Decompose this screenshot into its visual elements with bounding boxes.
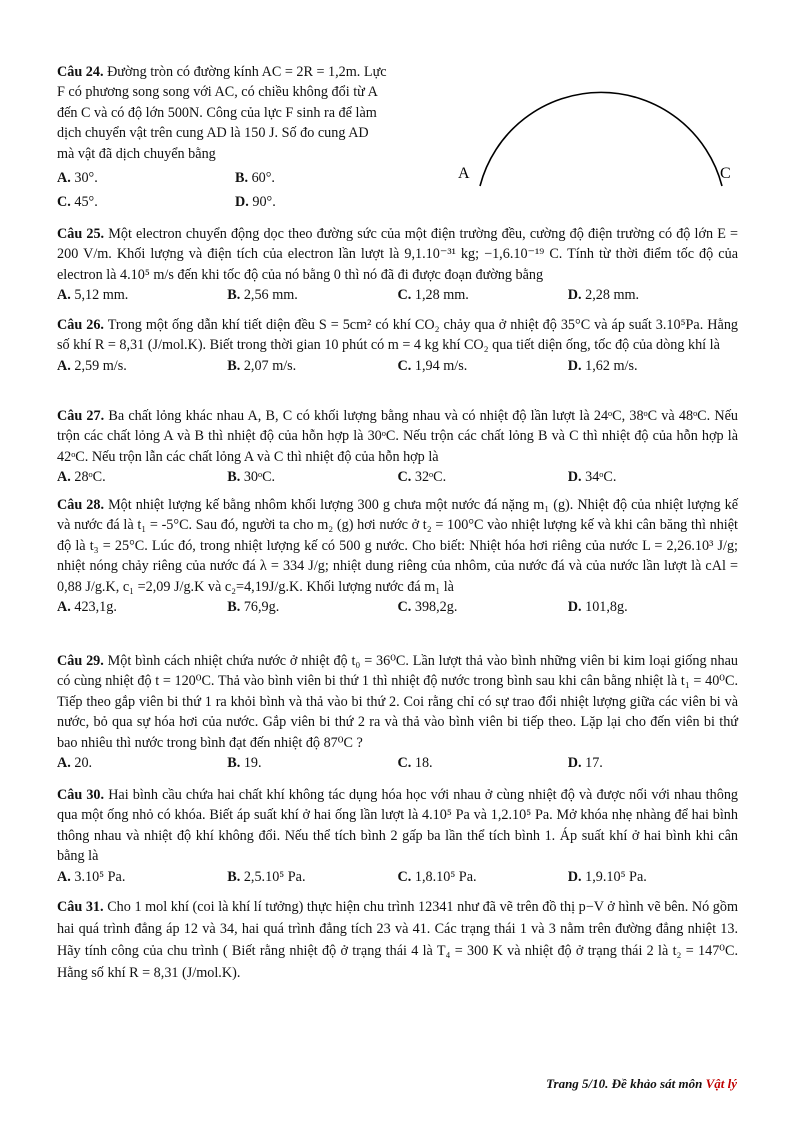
question-text: Đường tròn có đường kính AC = 2R = 1,2m. Lực bbox=[107, 64, 387, 80]
answer-options bbox=[57, 753, 738, 773]
question-label: Câu 30. bbox=[57, 787, 105, 803]
question-label: Câu 27. bbox=[57, 408, 105, 424]
option-c[interactable]: C. 1,94 m/s. bbox=[397, 357, 468, 374]
answer-options bbox=[57, 467, 738, 487]
question-text: Hai bình cầu chứa hai chất khí không tác dụng hóa học với nhau ở cùng nhiệt độ và được nối với nhau thông qua một ống nhỏ có khóa. Biết áp suất khí ở hai ống lần lượt là 4.10⁵ Pa và 1,2.10⁵ Pa. Mở khóa nhẹ nhàng để hai bình thông nhau và nhiệt độ khí không đổi. Nếu thể tích bình 2 gấp ba lần thể tích bình 1. Áp suất khí ở hai bình khi cân bằng là bbox=[57, 787, 739, 865]
option-c[interactable]: C. 398,2g. bbox=[397, 599, 458, 616]
question-26 bbox=[57, 315, 738, 376]
option-c[interactable]: C. 32ᵒC. bbox=[397, 469, 447, 486]
answer-options bbox=[57, 356, 738, 376]
question-text: Một bình cách nhiệt chứa nước ở nhiệt độ t₀ = 36⁰C. Lần lượt thả vào bình những viên bi kim loại giống nhau có cùng nhiệt độ t = 120⁰C. Thả vào bình viên bi thứ 1 thì nhiệt độ nước trong bình sau khi cân bằng nhiệt là t₁ = 40⁰C. Tiếp theo gắp viên bi thứ 1 ra khỏi bình và thả vào bi thứ 2. Coi rằng chỉ có sự trao đổi nhiệt lượng giữa các viên bi và nước, bỏ qua sự hóa hơi của nước. Gắp viên bi thứ 2 ra và thả vào bình viên bi tiếp theo. Lặp lại cho đến viên bi thứ bao nhiêu thì nước trong bình đạt đến nhiệt độ 87⁰C ? bbox=[57, 653, 738, 751]
question-label: Câu 28. bbox=[57, 497, 105, 513]
option-c[interactable]: C. 18. bbox=[397, 755, 433, 772]
question-text: mà vật đã dịch chuyển bằng bbox=[57, 145, 216, 162]
option-b[interactable]: B. 60°. bbox=[235, 170, 275, 187]
option-b[interactable]: B. 2,56 mm. bbox=[227, 287, 298, 304]
option-d[interactable]: D. 2,28 mm. bbox=[567, 287, 640, 304]
option-a[interactable]: A. 28ᵒC. bbox=[57, 469, 106, 486]
option-d[interactable]: D. 90°. bbox=[235, 194, 276, 211]
question-text: Một electron chuyển động dọc theo đường sức của một điện trường đều, cường độ điện trường có độ lớn E = 200 V/m. Khối lượng và điện tích của electron lần lượt là 9,1.10⁻³¹ kg; −1,6.10⁻¹⁹ C. Tính từ thời điểm tốc độ của electron là 4.10⁵ m/s đến khi tốc độ của nó bằng 0 thì nó đã đi được đoạn đường bằng bbox=[57, 226, 739, 283]
option-d[interactable]: D. 1,9.10⁵ Pa. bbox=[567, 868, 647, 885]
point-a-label: A bbox=[458, 165, 470, 182]
question-text: dịch chuyển vật trên cung AD là 150 J. Số đo cung AD bbox=[57, 125, 369, 142]
option-a[interactable]: A. 2,59 m/s. bbox=[57, 357, 127, 374]
question-text: Ba chất lỏng khác nhau A, B, C có khối lượng bằng nhau và có nhiệt độ lần lượt là 24ᵒC, 38ᵒC và 48ᵒC. Nếu trộn các chất lỏng A và B thì nhiệt độ của hỗn hợp là 30ᵒC. Nếu trộn các chất lỏng B và C thì nhiệt độ của hỗn hợp là 42ᵒC. Nếu trộn lẫn các chất lỏng A và C thì nhiệt độ của hỗn hợp là bbox=[57, 408, 738, 465]
question-30 bbox=[57, 785, 738, 887]
question-label: Câu 29. bbox=[57, 653, 104, 669]
semicircle-arc bbox=[480, 92, 722, 186]
answer-options bbox=[57, 867, 738, 887]
answer-options bbox=[57, 285, 738, 305]
question-text: Trong một ống dẫn khí tiết diện đều S = 5cm² có khí CO₂ chảy qua ở nhiệt độ 35°C và áp suất 3.10⁵Pa. Hằng số khí R = 8,31 (J/mol.K). Biết trong thời gian 10 phút có m = 4 kg khí CO₂ qua tiết diện ống, tốc độ của dòng khí là bbox=[57, 317, 739, 354]
question-text: F có phương song song với AC, có chiều không đổi từ A bbox=[57, 84, 378, 101]
footer-text: Trang 5/10. Đề khảo sát môn bbox=[546, 1076, 706, 1091]
option-c[interactable]: C. 1,28 mm. bbox=[397, 287, 469, 304]
question-text: Một nhiệt lượng kế bằng nhôm khối lượng 300 g chưa một nước đá nặng m₁ (g). Nhiệt độ của nhiệt lượng kế và nước đá là t₁ = -5°C. Sau đó, người ta cho m₂ (g) hơi nước ở t₂ = 100°C vào nhiệt lượng kế và khi cân băng thì nhiệt độ là t₃ = 25°C. Lúc đó, trong nhiệt lượng kế có 500 g nước. Cho biết: Nhiệt hóa hơi riêng của nước L = 2,26.10³ J/g; nhiệt nóng chảy riêng của nước đá λ = 334 J/g; nhiệt dung riêng của nhôm, của nước đá và của nước lần lượt là cAl = 0,88 J/g.K, c₁ =2,09 J/g.K và c₂=4,19J/g.K. Khối lượng nước đá m₁ là bbox=[57, 497, 739, 595]
question-text: đến C và có độ lớn 500N. Công của lực F sinh ra để làm bbox=[57, 104, 377, 121]
option-d[interactable]: D. 1,62 m/s. bbox=[567, 357, 638, 374]
option-a[interactable]: A. 3.10⁵ Pa. bbox=[57, 868, 126, 885]
question-text: Cho 1 mol khí (coi là khí lí tưởng) thực hiện chu trình 12341 như đã vẽ trên đồ thị p−V ở hình vẽ bên. Nó gồm hai quá trình đẳng áp 12 và 34, hai quá trình đẳng tích 23 và 41. Các trạng thái 1 và 3 nằm trên đường đẳng nhiệt 13. Hãy tính công của chu trình ( Biết rằng nhiệt độ ở trạng thái 4 là T₄ = 300 K và nhiệt độ ở trạng thái 2 là t₂ = 147⁰C. Hằng số khí R = 8,31 (J/mol.K). bbox=[57, 899, 739, 981]
question-27 bbox=[57, 406, 738, 487]
option-a[interactable]: A. 5,12 mm. bbox=[57, 287, 129, 304]
question-28 bbox=[57, 495, 738, 617]
option-a[interactable]: A. 423,1g. bbox=[57, 599, 117, 616]
answer-options bbox=[57, 597, 738, 617]
option-b[interactable]: B. 2,07 m/s. bbox=[227, 357, 297, 374]
option-a[interactable]: A. 30°. bbox=[57, 170, 98, 187]
option-c[interactable]: C. 1,8.10⁵ Pa. bbox=[397, 868, 477, 885]
option-d[interactable]: D. 17. bbox=[567, 755, 603, 772]
option-c[interactable]: C. 45°. bbox=[57, 194, 98, 211]
option-b[interactable]: B. 2,5.10⁵ Pa. bbox=[227, 868, 306, 885]
option-b[interactable]: B. 76,9g. bbox=[227, 599, 280, 616]
question-label: Câu 31. bbox=[57, 899, 104, 915]
footer-subject: Vật lý bbox=[705, 1076, 737, 1091]
answer-options bbox=[57, 168, 427, 188]
answer-options bbox=[57, 192, 427, 212]
page-footer bbox=[546, 1076, 737, 1092]
question-31 bbox=[57, 896, 738, 984]
option-d[interactable]: D. 101,8g. bbox=[567, 599, 628, 616]
option-b[interactable]: B. 19. bbox=[227, 755, 262, 772]
point-c-label: C bbox=[720, 165, 731, 182]
question-label: Câu 26. bbox=[57, 317, 104, 333]
option-d[interactable]: D. 34ᵒC. bbox=[567, 469, 617, 486]
semicircle-figure bbox=[452, 58, 752, 188]
option-a[interactable]: A. 20. bbox=[57, 755, 93, 772]
question-29 bbox=[57, 651, 738, 773]
question-24 bbox=[57, 62, 427, 212]
question-25 bbox=[57, 224, 738, 305]
question-label: Câu 24. bbox=[57, 64, 104, 80]
option-b[interactable]: B. 30ᵒC. bbox=[227, 469, 276, 486]
question-label: Câu 25. bbox=[57, 226, 105, 242]
